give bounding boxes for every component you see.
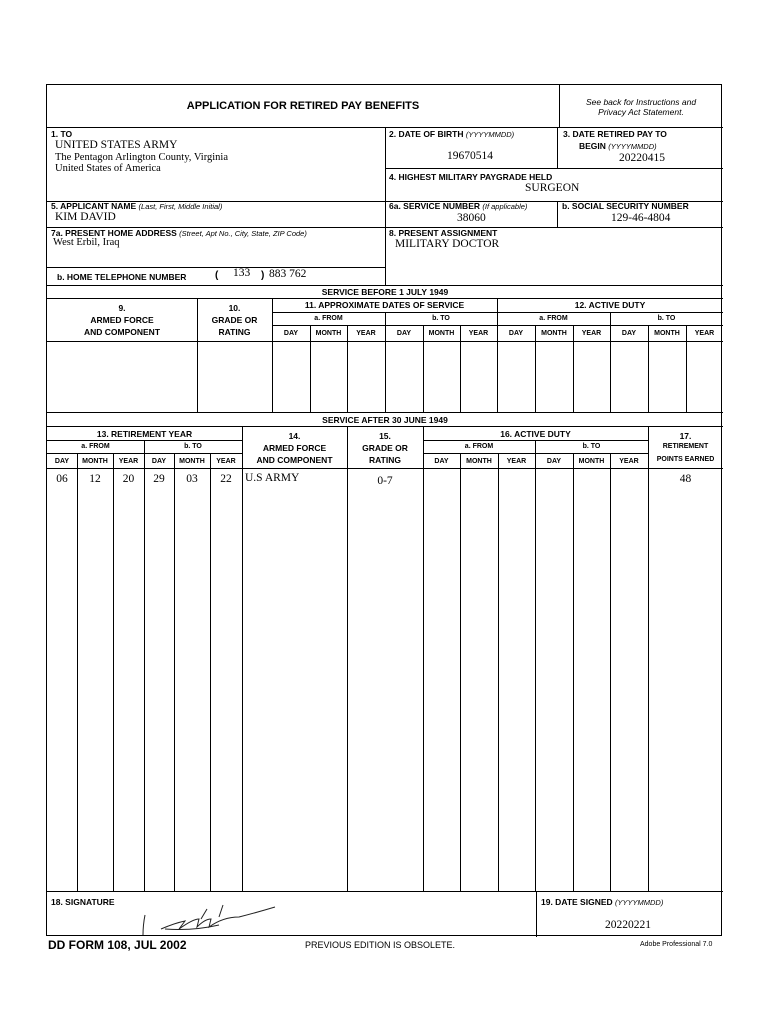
to-line-1[interactable]: UNITED STATES ARMY	[55, 139, 178, 151]
retired-pay-label-2: BEGIN (YYYYMMDD)	[579, 141, 657, 151]
divider	[272, 312, 723, 313]
divider	[272, 325, 723, 326]
retired-pay-label: 3. DATE RETIRED PAY TO	[563, 129, 667, 139]
divider	[557, 127, 558, 168]
b11-from-month: MONTH	[315, 330, 342, 337]
retire-to-month[interactable]: 03	[186, 473, 198, 485]
divider	[385, 201, 386, 285]
col-10-label-2: RATING	[218, 327, 251, 337]
form-number: DD FORM 108, JUL 2002	[48, 938, 187, 952]
divider	[498, 453, 499, 891]
applicant-name-label: 5. APPLICANT NAME (Last, First, Middle Initial)	[51, 201, 223, 211]
b12-from-month: MONTH	[541, 330, 567, 337]
b11-to-month: MONTH	[428, 330, 455, 337]
service-number-value[interactable]: 38060	[457, 212, 486, 224]
b11-to-day: DAY	[396, 330, 412, 337]
paygrade-value[interactable]: SURGEON	[525, 182, 580, 194]
divider	[460, 453, 461, 891]
grade-value[interactable]: 0-7	[377, 475, 393, 487]
divider	[347, 426, 348, 891]
divider	[47, 298, 723, 299]
to-line-2[interactable]: The Pentagon Arlington County, Virginia	[55, 152, 228, 163]
a13-from-month: MONTH	[82, 458, 108, 465]
col-10-label-1: GRADE OR	[211, 315, 258, 325]
col-11-header: 11. APPROXIMATE DATES OF SERVICE	[304, 300, 465, 310]
divider	[242, 426, 243, 891]
retired-pay-value[interactable]: 20220415	[619, 152, 665, 164]
divider	[385, 127, 386, 202]
a13-from-day: DAY	[54, 458, 70, 465]
col-13-to-label: b. TO	[184, 443, 202, 450]
divider	[242, 468, 423, 469]
col-17-label-1: RETIREMENT	[662, 443, 709, 450]
b11-from-day: DAY	[283, 330, 299, 337]
divider	[573, 325, 574, 412]
armed-force-value[interactable]: U.S ARMY	[245, 472, 300, 484]
retire-to-day[interactable]: 29	[153, 473, 165, 485]
before-1949-header: SERVICE BEFORE 1 JULY 1949	[321, 287, 449, 297]
divider	[77, 453, 78, 891]
ssn-label: b. SOCIAL SECURITY NUMBER	[562, 201, 689, 211]
dob-label: 2. DATE OF BIRTH (YYYYMMDD)	[389, 129, 515, 139]
phone-close-paren: )	[261, 270, 265, 281]
divider	[47, 426, 723, 427]
a13-to-month: MONTH	[179, 458, 205, 465]
ssn-value[interactable]: 129-46-4804	[611, 212, 671, 224]
col-15-label-1: GRADE OR	[362, 443, 408, 453]
divider	[144, 440, 145, 891]
dob-value[interactable]: 19670514	[447, 150, 493, 162]
col-11-from-label: a. FROM	[314, 315, 343, 322]
divider	[47, 891, 723, 892]
form-page	[46, 84, 722, 936]
b12-from-day: DAY	[508, 330, 524, 337]
divider	[47, 267, 385, 268]
col-9-label-1: ARMED FORCE	[90, 315, 154, 325]
obsolete-notice: PREVIOUS EDITION IS OBSOLETE.	[305, 940, 456, 950]
home-address-label: 7a. PRESENT HOME ADDRESS (Street, Apt No., City, State, ZIP Code)	[51, 228, 307, 238]
col-12-from-label: a. FROM	[539, 315, 568, 322]
divider	[686, 325, 687, 412]
b12-to-year: YEAR	[694, 330, 715, 337]
instructions-line2: Privacy Act Statement.	[598, 107, 684, 117]
retire-to-year[interactable]: 22	[220, 473, 232, 485]
b11-to-year: YEAR	[468, 330, 489, 337]
phone-label: b. HOME TELEPHONE NUMBER	[57, 272, 187, 282]
phone-open-paren: (	[215, 270, 219, 281]
date-signed-value[interactable]: 20220221	[605, 919, 651, 931]
col-16-to-label: b. TO	[582, 443, 601, 450]
divider	[113, 453, 114, 891]
divider	[210, 453, 211, 891]
a16-to-month: MONTH	[578, 458, 605, 465]
retire-from-year[interactable]: 20	[122, 473, 135, 485]
b12-to-day: DAY	[621, 330, 637, 337]
a16-to-day: DAY	[546, 458, 562, 465]
assignment-label: 8. PRESENT ASSIGNMENT	[389, 228, 498, 238]
b12-from-year: YEAR	[581, 330, 602, 337]
col-13-header: 13. RETIREMENT YEAR	[96, 429, 193, 439]
divider	[47, 468, 242, 469]
divider	[310, 325, 311, 412]
assignment-value[interactable]: MILITARY DOCTOR	[395, 238, 500, 250]
col-14-number: 14.	[288, 431, 301, 441]
divider	[47, 285, 723, 286]
col-16-header: 16. ACTIVE DUTY	[500, 429, 571, 439]
b12-to-month: MONTH	[654, 330, 680, 337]
divider	[573, 453, 574, 891]
divider	[460, 325, 461, 412]
retire-from-month[interactable]: 12	[89, 473, 101, 485]
col-9-number: 9.	[118, 303, 126, 313]
divider	[423, 426, 424, 891]
divider	[423, 468, 723, 469]
paygrade-label: 4. HIGHEST MILITARY PAYGRADE HELD	[389, 172, 553, 182]
instructions-line1: See back for Instructions and	[585, 97, 697, 107]
col-15-label-2: RATING	[369, 455, 401, 465]
divider	[648, 426, 649, 891]
divider	[47, 341, 723, 342]
col-14-label-1: ARMED FORCE	[262, 443, 327, 453]
service-number-label: 6a. SERVICE NUMBER (If applicable)	[389, 201, 528, 211]
to-label: 1. TO	[51, 129, 73, 139]
divider	[535, 440, 536, 891]
divider	[385, 312, 386, 412]
a16-to-year: YEAR	[619, 458, 639, 465]
a13-to-year: YEAR	[216, 458, 236, 465]
b11-from-year: YEAR	[356, 330, 376, 337]
applicant-name-value[interactable]: KIM DAVID	[55, 211, 116, 223]
after-1949-header: SERVICE AFTER 30 JUNE 1949	[322, 415, 448, 425]
phone-number[interactable]: 883 762	[269, 268, 307, 280]
divider	[385, 168, 723, 169]
col-9-label-2: AND COMPONENT	[83, 327, 161, 337]
to-line-3[interactable]: United States of America	[55, 163, 161, 174]
form-title: APPLICATION FOR RETIRED PAY BENEFITS	[186, 100, 420, 112]
divider	[174, 453, 175, 891]
retire-from-day[interactable]: 06	[56, 473, 68, 485]
phone-area-code[interactable]: 133	[233, 267, 251, 279]
divider	[557, 201, 558, 227]
divider	[610, 312, 611, 412]
signature-image[interactable]	[139, 895, 289, 937]
divider	[610, 453, 611, 891]
points-value[interactable]: 48	[679, 473, 692, 485]
divider	[648, 325, 649, 412]
software-note: Adobe Professional 7.0	[640, 941, 713, 948]
a16-from-year: YEAR	[506, 458, 527, 465]
a16-from-day: DAY	[434, 458, 449, 465]
a13-from-year: YEAR	[118, 458, 139, 465]
col-12-header: 12. ACTIVE DUTY	[574, 300, 646, 310]
col-10-number: 10.	[228, 303, 241, 313]
divider	[47, 412, 723, 413]
signature-label: 18. SIGNATURE	[51, 897, 115, 907]
col-15-number: 15.	[379, 431, 391, 441]
col-17-label-2: POINTS EARNED	[656, 456, 715, 463]
home-address-value[interactable]: West Erbil, Iraq	[53, 237, 120, 248]
a13-to-day: DAY	[151, 458, 167, 465]
col-11-to-label: b. TO	[432, 315, 450, 322]
date-signed-label: 19. DATE SIGNED (YYYYMMDD)	[541, 897, 664, 907]
col-13-from-label: a. FROM	[81, 443, 110, 450]
divider	[535, 325, 536, 412]
col-12-to-label: b. TO	[657, 315, 676, 322]
divider	[423, 453, 648, 454]
col-16-from-label: a. FROM	[464, 443, 494, 450]
col-14-label-2: AND COMPONENT	[256, 455, 333, 465]
a16-from-month: MONTH	[466, 458, 492, 465]
col-17-number: 17.	[679, 431, 692, 441]
divider	[536, 891, 537, 937]
divider	[347, 325, 348, 412]
divider	[423, 325, 424, 412]
